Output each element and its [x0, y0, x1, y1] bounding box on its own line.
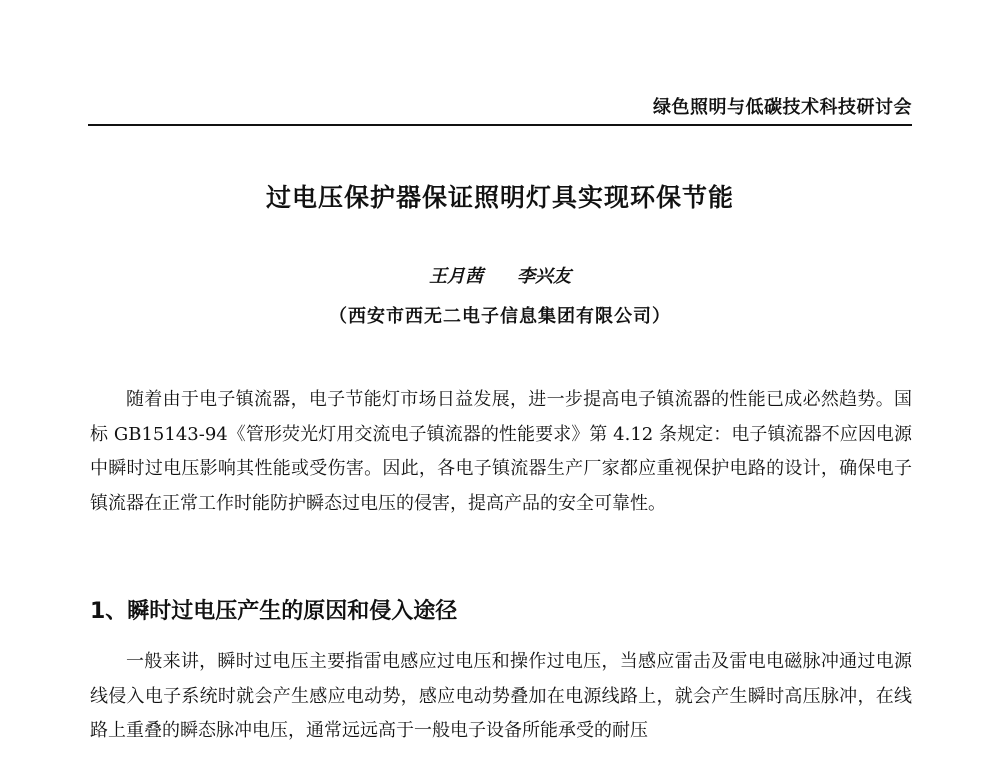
section-paragraph: 一般来讲，瞬时过电压主要指雷电感应过电压和操作过电压，当感应雷击及雷电电磁脉冲通过电源线侵入电子系统时就会产生感应电动势，感应电动势叠加在电源线路上，就会产生瞬时高压脉冲，在线路上重叠的瞬态脉冲电压，通常远远高于一般电子设备所能承受的耐压: [90, 651, 912, 741]
intro-paragraph: 随着由于电子镇流器，电子节能灯市场日益发展，进一步提高电子镇流器的性能已成必然趋势。国标 GB15143-94《管形荧光灯用交流电子镇流器的性能要求》第 4.12 条规定：电子镇流器不应因电源中瞬时过电压影响其性能或受伤害。因此，各电子镇流器生产厂家都应重视保护电路的设计，确保电子镇流器在正常工作时能防护瞬态过电压的侵害，提高产品的安全可靠性。: [90, 389, 912, 514]
author-line: [0, 262, 1000, 288]
header-rule: [88, 124, 912, 126]
author-name: 王月茜: [429, 266, 483, 287]
author-name: 李兴友: [517, 266, 571, 287]
running-head: 绿色照明与低碳技术科技研讨会: [653, 97, 912, 118]
paper-title: 过电压保护器保证照明灯具实现环保节能: [265, 183, 734, 212]
author-affiliation: （西安市西无二电子信息集团有限公司）: [329, 306, 671, 327]
section-heading: 1、瞬时过电压产生的原因和侵入途径: [90, 599, 458, 624]
